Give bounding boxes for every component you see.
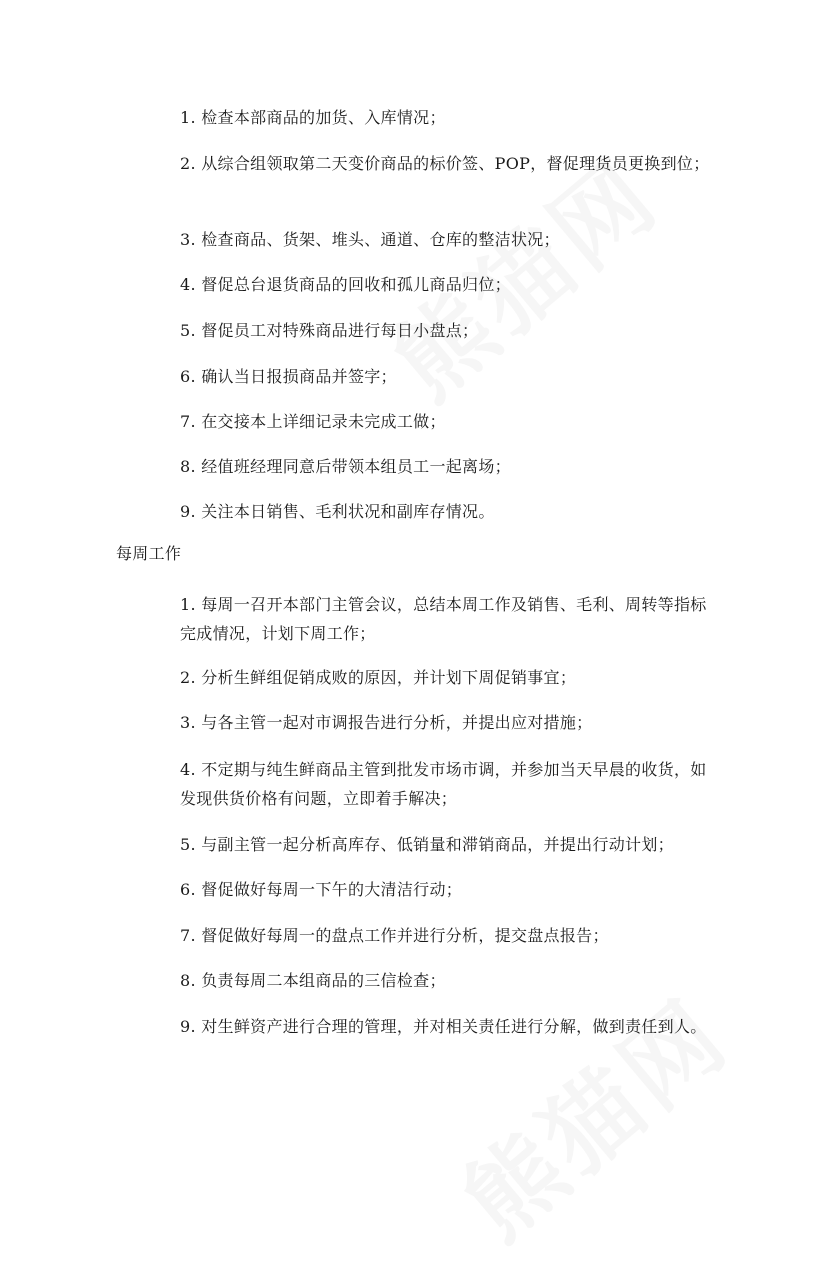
daily-list-item: 1. 检查本部商品的加货、入库情况； — [180, 108, 446, 127]
weekly-list-item: 9. 对生鲜资产进行合理的管理，并对相关责任进行分解，做到责任到人。 — [180, 1017, 707, 1036]
section-heading-weekly: 每周工作 — [116, 544, 182, 563]
daily-list-item: 2. 从综合组领取第二天变价商品的标价签、POP，督促理货员更换到位； — [180, 154, 710, 173]
weekly-list-item: 7. 督促做好每周一的盘点工作并进行分析，提交盘点报告； — [180, 926, 609, 945]
daily-list-item: 5. 督促员工对特殊商品进行每日小盘点； — [180, 321, 479, 340]
daily-list-item: 8. 经值班经理同意后带领本组员工一起离场； — [180, 457, 511, 476]
daily-list-item: 9. 关注本日销售、毛利状况和副库存情况。 — [180, 502, 495, 521]
weekly-list-item: 3. 与各主管一起对市调报告进行分析，并提出应对措施； — [180, 713, 593, 732]
daily-list-item: 7. 在交接本上详细记录未完成工做； — [180, 412, 446, 431]
weekly-list-item: 2. 分析生鲜组促销成败的原因，并计划下周促销事宜； — [180, 668, 577, 687]
weekly-list-item: 8. 负责每周二本组商品的三信检查； — [180, 971, 446, 990]
weekly-list-item: 5. 与副主管一起分析高库存、低销量和滞销商品，并提出行动计划； — [180, 835, 674, 854]
daily-list-item: 4. 督促总台退货商品的回收和孤儿商品归位； — [180, 275, 511, 294]
watermark — [430, 963, 752, 1265]
weekly-list-item: 4. 不定期与纯生鲜商品主管到批发市场市调，并参加当天早晨的收货，如发现供货价格有问题，立即着手解决； — [180, 760, 707, 808]
daily-list-item: 3. 检查商品、货架、堆头、通道、仓库的整洁状况； — [180, 230, 560, 249]
weekly-list-item: 6. 督促做好每周一下午的大清洁行动； — [180, 880, 463, 899]
weekly-list-item: 1. 每周一召开本部门主管会议，总结本周工作及销售、毛利、周转等指标完成情况，计划下周工作； — [180, 595, 707, 643]
daily-list-item: 6. 确认当日报损商品并签字； — [180, 367, 397, 386]
